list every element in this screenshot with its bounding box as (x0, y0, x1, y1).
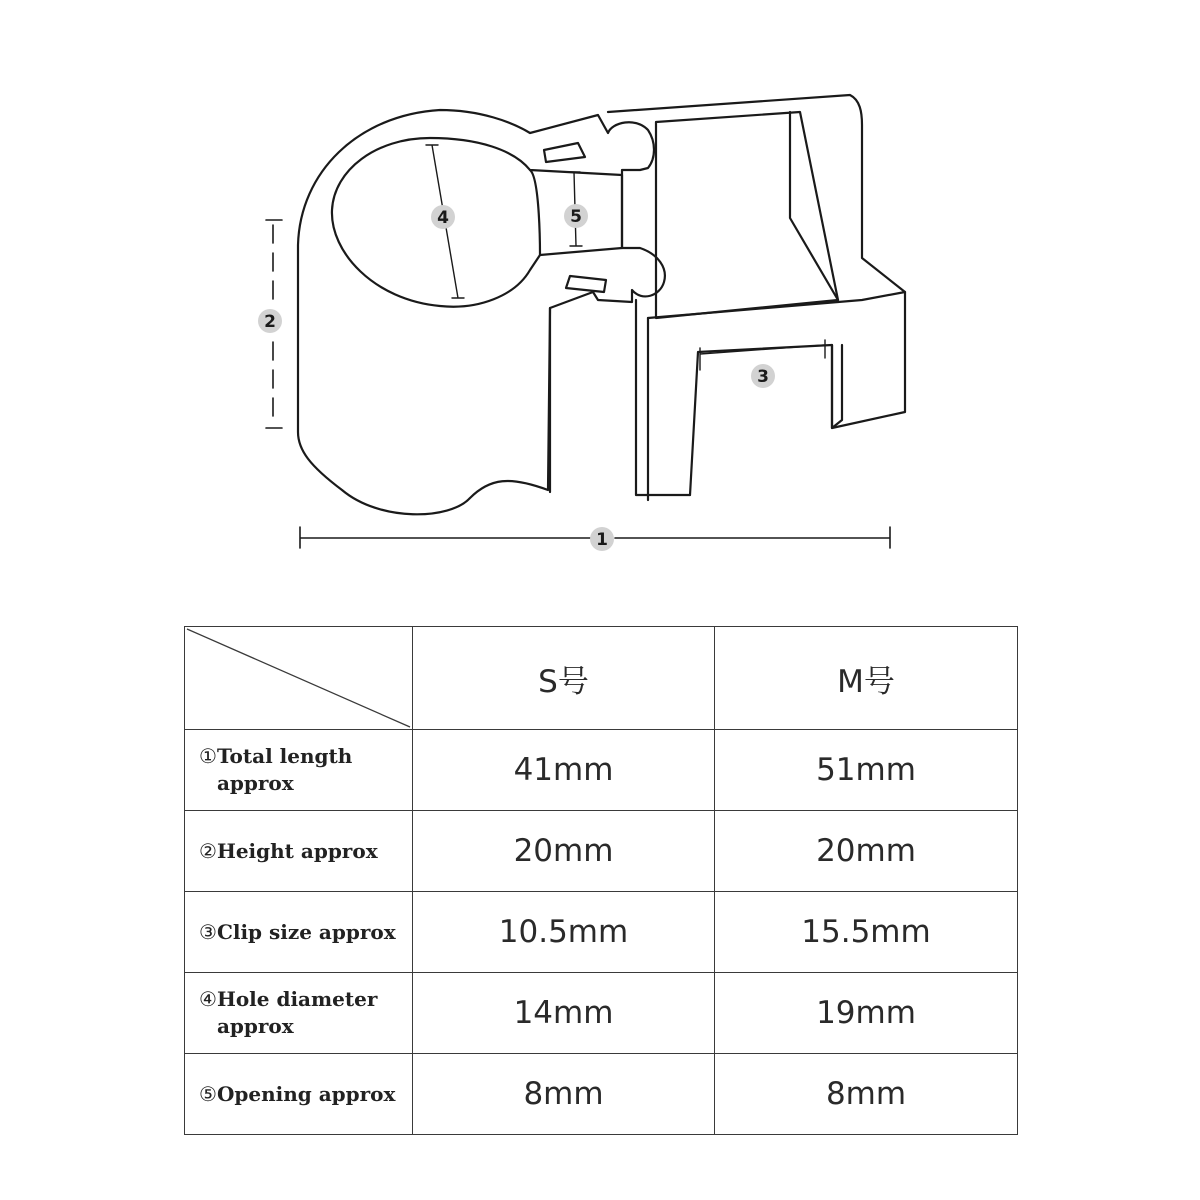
row-label-text: Clip size approx (216, 919, 396, 944)
row-label (185, 1054, 413, 1135)
header-size-s: S号 (413, 627, 715, 730)
marker-1-label: 1 (596, 530, 608, 550)
row-label-text: Hole diameter approx (216, 987, 378, 1038)
value-m: 15.5mm (715, 892, 1018, 973)
marker-4-label: 4 (437, 208, 449, 228)
value-m: 8mm (715, 1054, 1018, 1135)
corner-diagonal (185, 627, 412, 729)
table-row (185, 892, 1018, 973)
marker-4 (431, 205, 455, 229)
clip-inner-slot (656, 112, 838, 318)
row-label-text: Total length approx (216, 744, 353, 795)
row-number: ① (199, 744, 217, 768)
header-size-m: M号 (715, 627, 1018, 730)
row-number: ③ (199, 919, 217, 944)
row-label (185, 892, 413, 973)
value-m: 20mm (715, 811, 1018, 892)
table-row (185, 730, 1018, 811)
marker-2 (258, 309, 282, 333)
value-s: 8mm (413, 1054, 715, 1135)
marker-3 (751, 364, 775, 388)
row-label (185, 973, 413, 1054)
size-spec-table (184, 626, 1018, 1135)
table-header-row (185, 627, 1018, 730)
marker-5-label: 5 (570, 207, 582, 227)
table-corner-cell (185, 627, 413, 730)
table-row (185, 811, 1018, 892)
marker-3-label: 3 (757, 367, 769, 387)
row-label-text: Opening approx (216, 1081, 396, 1106)
clip-inner-slot-back (790, 112, 838, 300)
marker-1 (590, 527, 614, 551)
row-label-text: Height approx (216, 838, 378, 863)
ring-outer-outline (298, 110, 665, 514)
ring-front-edge-2 (636, 300, 690, 495)
value-s: 14mm (413, 973, 715, 1054)
row-number: ② (199, 838, 217, 863)
row-label (185, 730, 413, 811)
ring-neck-detail (530, 170, 540, 255)
tab-upper (544, 143, 585, 162)
marker-5 (564, 204, 588, 228)
value-s: 10.5mm (413, 892, 715, 973)
value-s: 41mm (413, 730, 715, 811)
row-number: ④ (199, 987, 217, 1011)
table-row (185, 1054, 1018, 1135)
clip-opening (832, 345, 842, 428)
value-m: 19mm (715, 973, 1018, 1054)
marker-2-label: 2 (264, 312, 276, 332)
row-number: ⑤ (199, 1081, 217, 1106)
tab-lower (566, 276, 606, 292)
row-label (185, 811, 413, 892)
value-m: 51mm (715, 730, 1018, 811)
table-row (185, 973, 1018, 1054)
value-s: 20mm (413, 811, 715, 892)
